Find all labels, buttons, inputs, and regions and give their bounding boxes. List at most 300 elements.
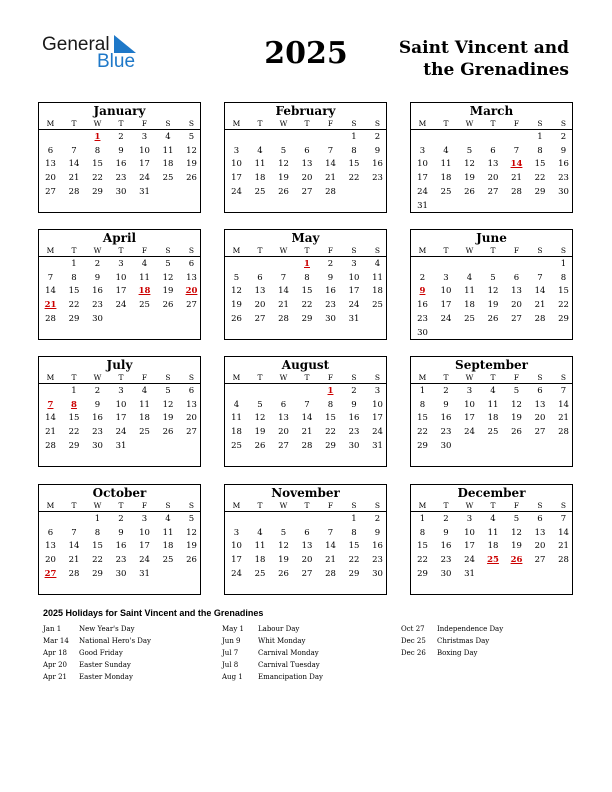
day-cell: 5 xyxy=(257,399,263,410)
weekday-label: S xyxy=(188,501,195,510)
country-title: Saint Vincent and the Grenadines xyxy=(398,38,569,80)
weekday-label: W xyxy=(465,373,474,382)
weekday-label: T xyxy=(443,501,449,510)
day-cell: 31 xyxy=(139,568,150,579)
weekday-label: M xyxy=(418,501,427,510)
day-cell: 17 xyxy=(464,413,475,424)
day-cell: 30 xyxy=(440,440,452,451)
day-cell: 7 xyxy=(560,386,567,396)
day-cell: 26 xyxy=(186,173,197,184)
day-cell: 15 xyxy=(301,286,313,297)
holiday-day-cell: 21 xyxy=(44,300,57,311)
weekday-label: T xyxy=(490,246,496,255)
day-cell: 11 xyxy=(487,399,499,410)
weekday-label: W xyxy=(465,501,474,510)
day-cell: 31 xyxy=(417,200,428,211)
day-cell: 10 xyxy=(115,272,127,283)
day-cell: 18 xyxy=(162,159,174,170)
day-cell: 2 xyxy=(374,132,381,142)
day-cell: 12 xyxy=(278,541,289,552)
day-cell: 26 xyxy=(487,313,499,324)
weekday-label: T xyxy=(71,119,77,128)
holiday-day-cell: 25 xyxy=(487,555,499,566)
day-cell: 4 xyxy=(257,145,263,156)
holiday-date: Jul 8 xyxy=(222,661,239,670)
day-cell: 14 xyxy=(68,159,80,170)
weekday-label: T xyxy=(257,373,263,382)
day-cell: 5 xyxy=(280,145,287,156)
day-cell: 8 xyxy=(304,272,310,283)
day-cell: 7 xyxy=(280,272,287,283)
weekday-label: T xyxy=(118,373,124,382)
day-cell: 1 xyxy=(419,514,426,524)
day-cell: 15 xyxy=(325,413,336,424)
day-cell: 10 xyxy=(464,527,475,538)
day-cell: 25 xyxy=(254,568,266,579)
weekday-header xyxy=(225,119,386,130)
holiday-day-cell: 26 xyxy=(510,555,523,566)
day-cell: 9 xyxy=(118,527,124,538)
day-cell: 20 xyxy=(534,541,546,552)
weekday-label: F xyxy=(513,373,520,382)
day-cell: 11 xyxy=(254,159,266,170)
weekday-label: T xyxy=(71,501,77,510)
day-cell: 5 xyxy=(466,145,473,156)
day-cell: 25 xyxy=(440,186,452,197)
day-cell: 30 xyxy=(417,327,428,338)
day-cell: 4 xyxy=(233,399,240,410)
day-cell: 7 xyxy=(304,399,310,410)
weekday-label: S xyxy=(351,501,357,510)
day-cell: 7 xyxy=(71,145,77,156)
month-february xyxy=(224,102,387,213)
day-cell: 21 xyxy=(558,413,569,424)
holiday-name: New Year's Day xyxy=(79,625,135,633)
day-cell: 13 xyxy=(511,286,522,297)
day-cell: 13 xyxy=(45,541,56,552)
day-cell: 26 xyxy=(464,186,475,197)
weekday-label: T xyxy=(304,246,310,255)
month-name: November xyxy=(271,486,340,500)
weekday-label: S xyxy=(537,501,543,510)
day-cell: 4 xyxy=(141,259,148,269)
day-cell: 20 xyxy=(254,300,266,311)
holiday-date: Jul 7 xyxy=(222,649,239,658)
month-name: October xyxy=(92,486,147,500)
day-cell: 26 xyxy=(231,313,242,324)
day-cell: 19 xyxy=(511,413,522,424)
weekday-label: S xyxy=(165,501,171,510)
day-cell: 17 xyxy=(417,173,428,184)
weekday-header xyxy=(39,501,200,512)
weekday-label: M xyxy=(46,246,55,255)
weekday-label: W xyxy=(465,246,474,255)
day-cell: 23 xyxy=(440,427,452,438)
weekday-label: S xyxy=(537,373,543,382)
month-name: January xyxy=(93,104,146,118)
day-cell: 15 xyxy=(558,286,569,297)
day-cell: 11 xyxy=(254,541,266,552)
day-cell: 28 xyxy=(558,555,569,566)
month-name: June xyxy=(476,231,507,245)
day-cell: 20 xyxy=(278,427,289,438)
day-cell: 23 xyxy=(92,427,103,438)
weekday-label: S xyxy=(188,119,195,128)
holiday-name: National Hero's Day xyxy=(79,637,151,646)
month-may xyxy=(224,229,387,340)
day-cell: 27 xyxy=(487,186,499,197)
day-cell: 29 xyxy=(68,313,80,324)
day-cell: 22 xyxy=(348,555,360,566)
day-cell: 9 xyxy=(327,272,334,283)
day-cell: 16 xyxy=(372,159,383,170)
holiday-name: Carnival Monday xyxy=(258,649,319,658)
day-cell: 10 xyxy=(115,399,127,410)
holiday-day-cell: 1 xyxy=(304,259,310,269)
day-cell: 1 xyxy=(71,259,77,269)
day-cell: 16 xyxy=(325,286,336,297)
day-cell: 24 xyxy=(115,427,127,438)
day-cell: 25 xyxy=(464,313,475,324)
day-cell: 23 xyxy=(115,555,127,566)
day-cell: 8 xyxy=(537,145,543,156)
day-cell: 12 xyxy=(278,159,289,170)
day-cell: 8 xyxy=(419,399,426,410)
day-cell: 13 xyxy=(487,159,499,170)
day-cell: 18 xyxy=(487,413,499,424)
day-cell: 26 xyxy=(278,568,289,579)
day-cell: 23 xyxy=(440,555,452,566)
day-cell: 6 xyxy=(513,272,520,283)
day-cell: 18 xyxy=(487,541,499,552)
day-cell: 15 xyxy=(417,413,428,424)
day-cell: 28 xyxy=(301,440,313,451)
day-cell: 6 xyxy=(47,527,54,538)
day-cell: 12 xyxy=(464,159,475,170)
day-cell: 22 xyxy=(348,173,360,184)
day-cell: 18 xyxy=(372,286,383,297)
weekday-label: M xyxy=(46,373,55,382)
day-cell: 2 xyxy=(443,514,449,524)
day-cell: 13 xyxy=(278,413,289,424)
holiday-date: May 1 xyxy=(222,625,244,633)
day-cell: 22 xyxy=(534,173,546,184)
day-cell: 4 xyxy=(466,272,473,283)
weekday-label: S xyxy=(560,501,567,510)
day-cell: 11 xyxy=(372,272,383,283)
day-cell: 17 xyxy=(231,555,242,566)
weekday-label: M xyxy=(46,501,55,510)
day-cell: 12 xyxy=(186,145,197,156)
day-cell: 15 xyxy=(68,413,80,424)
day-cell: 1 xyxy=(351,132,357,142)
day-cell: 27 xyxy=(534,427,546,438)
day-cell: 7 xyxy=(327,145,334,156)
holiday-day-cell: 27 xyxy=(44,568,57,579)
day-cell: 24 xyxy=(464,427,475,438)
day-cell: 11 xyxy=(464,286,475,297)
day-cell: 30 xyxy=(372,568,383,579)
day-cell: 8 xyxy=(327,399,334,410)
weekday-header xyxy=(225,246,386,257)
day-cell: 1 xyxy=(94,514,101,524)
month-name: February xyxy=(275,104,336,118)
weekday-label: W xyxy=(279,501,288,510)
day-cell: 31 xyxy=(464,568,475,579)
day-cell: 24 xyxy=(348,300,360,311)
day-cell: 19 xyxy=(511,541,522,552)
weekday-label: S xyxy=(374,373,381,382)
day-cell: 4 xyxy=(165,132,171,142)
day-cell: 7 xyxy=(71,527,77,538)
weekday-label: F xyxy=(141,373,148,382)
day-cell: 19 xyxy=(186,541,197,552)
day-cell: 2 xyxy=(560,132,567,142)
day-cell: 12 xyxy=(254,413,266,424)
day-cell: 16 xyxy=(372,541,383,552)
day-cell: 11 xyxy=(162,527,174,538)
day-cell: 10 xyxy=(440,286,452,297)
day-cell: 25 xyxy=(162,173,174,184)
day-cell: 4 xyxy=(257,527,263,538)
weekday-label: S xyxy=(165,246,171,255)
day-cell: 12 xyxy=(511,527,522,538)
day-cell: 14 xyxy=(45,413,56,424)
day-cell: 6 xyxy=(304,527,310,538)
day-cell: 18 xyxy=(440,173,452,184)
day-cell: 23 xyxy=(372,173,383,184)
day-cell: 24 xyxy=(440,313,452,324)
holiday-day-cell: 18 xyxy=(138,286,151,297)
holiday-name: Whit Monday xyxy=(258,637,306,646)
day-cell: 10 xyxy=(139,145,150,156)
day-cell: 22 xyxy=(92,173,103,184)
month-september xyxy=(410,356,573,467)
day-cell: 28 xyxy=(45,440,56,451)
month-name: April xyxy=(102,231,137,245)
weekday-label: S xyxy=(374,246,381,255)
day-cell: 28 xyxy=(68,186,80,197)
weekday-label: T xyxy=(304,501,310,510)
weekday-label: S xyxy=(351,119,357,128)
day-cell: 23 xyxy=(417,313,428,324)
day-cell: 25 xyxy=(487,427,499,438)
day-cell: 4 xyxy=(165,514,171,524)
day-cell: 7 xyxy=(537,272,543,283)
day-cell: 23 xyxy=(558,173,569,184)
day-cell: 18 xyxy=(464,300,475,311)
day-cell: 20 xyxy=(186,413,197,424)
month-name: March xyxy=(469,104,514,118)
day-cell: 12 xyxy=(162,399,174,410)
weekday-label: T xyxy=(443,373,449,382)
weekday-label: F xyxy=(513,119,520,128)
day-cell: 26 xyxy=(278,186,289,197)
day-cell: 3 xyxy=(466,514,473,524)
holiday-day-cell: 7 xyxy=(47,399,54,410)
day-cell: 22 xyxy=(301,300,313,311)
month-july xyxy=(38,356,201,467)
weekday-label: T xyxy=(118,501,124,510)
weekday-label: S xyxy=(560,373,567,382)
day-cell: 29 xyxy=(92,186,103,197)
day-cell: 30 xyxy=(558,186,569,197)
day-cell: 17 xyxy=(440,300,452,311)
day-cell: 6 xyxy=(47,145,54,156)
month-name: August xyxy=(281,358,330,372)
day-cell: 21 xyxy=(278,300,289,311)
day-cell: 8 xyxy=(94,527,101,538)
day-cell: 5 xyxy=(188,132,195,142)
day-cell: 28 xyxy=(558,427,569,438)
weekday-header xyxy=(39,373,200,384)
weekday-label: T xyxy=(118,246,124,255)
day-cell: 3 xyxy=(233,145,240,156)
weekday-label: F xyxy=(513,246,520,255)
day-cell: 15 xyxy=(92,159,103,170)
day-cell: 3 xyxy=(233,527,240,538)
holiday-day-cell: 1 xyxy=(327,386,334,396)
weekday-label: M xyxy=(418,119,427,128)
holiday-day-cell: 14 xyxy=(510,159,523,170)
day-cell: 6 xyxy=(188,386,195,396)
day-cell: 11 xyxy=(231,413,242,424)
day-cell: 26 xyxy=(511,427,522,438)
day-cell: 25 xyxy=(372,300,383,311)
day-cell: 24 xyxy=(372,427,383,438)
day-cell: 3 xyxy=(466,386,473,396)
day-cell: 16 xyxy=(558,159,569,170)
weekday-label: S xyxy=(537,119,543,128)
day-cell: 28 xyxy=(278,313,289,324)
day-cell: 3 xyxy=(118,386,124,396)
day-cell: 31 xyxy=(348,313,360,324)
day-cell: 30 xyxy=(92,440,103,451)
day-cell: 14 xyxy=(278,286,289,297)
weekday-label: S xyxy=(188,246,195,255)
day-cell: 9 xyxy=(118,145,124,156)
day-cell: 20 xyxy=(534,413,546,424)
day-cell: 12 xyxy=(162,272,174,283)
day-cell: 21 xyxy=(45,427,56,438)
day-cell: 4 xyxy=(490,514,496,524)
day-cell: 28 xyxy=(511,186,522,197)
day-cell: 28 xyxy=(45,313,56,324)
day-cell: 11 xyxy=(139,399,150,410)
day-cell: 7 xyxy=(47,272,54,283)
day-cell: 9 xyxy=(443,527,449,538)
day-cell: 14 xyxy=(325,159,336,170)
day-cell: 17 xyxy=(464,541,475,552)
day-cell: 19 xyxy=(464,173,475,184)
day-cell: 6 xyxy=(188,259,195,269)
day-cell: 29 xyxy=(534,186,546,197)
day-cell: 4 xyxy=(490,386,496,396)
day-cell: 12 xyxy=(186,527,197,538)
day-cell: 26 xyxy=(162,300,174,311)
month-november xyxy=(224,484,387,595)
day-cell: 16 xyxy=(440,413,452,424)
day-cell: 16 xyxy=(440,541,452,552)
logo-text-general: General xyxy=(42,34,110,55)
holiday-day-cell: 20 xyxy=(185,286,198,297)
day-cell: 20 xyxy=(301,173,313,184)
day-cell: 29 xyxy=(325,440,336,451)
weekday-label: M xyxy=(46,119,55,128)
weekday-header xyxy=(39,119,200,130)
day-cell: 29 xyxy=(558,313,569,324)
day-cell: 16 xyxy=(92,286,103,297)
day-cell: 9 xyxy=(443,399,449,410)
weekday-label: F xyxy=(327,373,334,382)
day-cell: 29 xyxy=(417,440,428,451)
day-cell: 3 xyxy=(141,132,148,142)
weekday-label: S xyxy=(374,501,381,510)
day-cell: 17 xyxy=(348,286,360,297)
day-cell: 14 xyxy=(325,541,336,552)
holiday-date: Apr 20 xyxy=(43,661,68,670)
day-cell: 13 xyxy=(301,159,313,170)
generalblue-logo xyxy=(42,34,142,74)
day-cell: 6 xyxy=(280,399,287,410)
month-january xyxy=(38,102,201,213)
day-cell: 10 xyxy=(417,159,428,170)
holiday-date: Apr 18 xyxy=(43,649,68,658)
day-cell: 24 xyxy=(139,173,150,184)
day-cell: 9 xyxy=(94,399,101,410)
day-cell: 6 xyxy=(490,145,496,156)
day-cell: 30 xyxy=(115,186,127,197)
day-cell: 27 xyxy=(278,440,289,451)
holiday-date: Dec 26 xyxy=(401,649,426,658)
weekday-label: M xyxy=(232,501,241,510)
day-cell: 23 xyxy=(372,555,383,566)
day-cell: 15 xyxy=(348,541,360,552)
day-cell: 16 xyxy=(417,300,428,311)
weekday-label: S xyxy=(351,246,357,255)
day-cell: 2 xyxy=(327,259,334,269)
weekday-label: M xyxy=(418,246,427,255)
holiday-name: Good Friday xyxy=(79,649,123,658)
day-cell: 19 xyxy=(231,300,242,311)
weekday-label: S xyxy=(374,119,381,128)
day-cell: 10 xyxy=(231,541,242,552)
weekday-label: T xyxy=(443,119,449,128)
holiday-date: Aug 1 xyxy=(222,673,243,682)
day-cell: 15 xyxy=(68,286,80,297)
day-cell: 18 xyxy=(162,541,174,552)
day-cell: 2 xyxy=(118,514,124,524)
day-cell: 28 xyxy=(325,186,336,197)
day-cell: 27 xyxy=(186,427,197,438)
day-cell: 5 xyxy=(188,514,195,524)
day-cell: 29 xyxy=(92,568,103,579)
day-cell: 23 xyxy=(348,427,360,438)
weekday-label: T xyxy=(71,373,77,382)
logo-text-blue: Blue xyxy=(97,51,136,72)
day-cell: 8 xyxy=(94,145,101,156)
day-cell: 14 xyxy=(45,286,56,297)
holiday-day-cell: 1 xyxy=(94,132,101,142)
day-cell: 5 xyxy=(280,527,287,538)
day-cell: 7 xyxy=(327,527,334,538)
day-cell: 8 xyxy=(419,527,426,538)
weekday-header xyxy=(411,119,572,130)
day-cell: 8 xyxy=(71,272,77,283)
day-cell: 11 xyxy=(487,527,499,538)
day-cell: 21 xyxy=(511,173,522,184)
day-cell: 16 xyxy=(348,413,360,424)
